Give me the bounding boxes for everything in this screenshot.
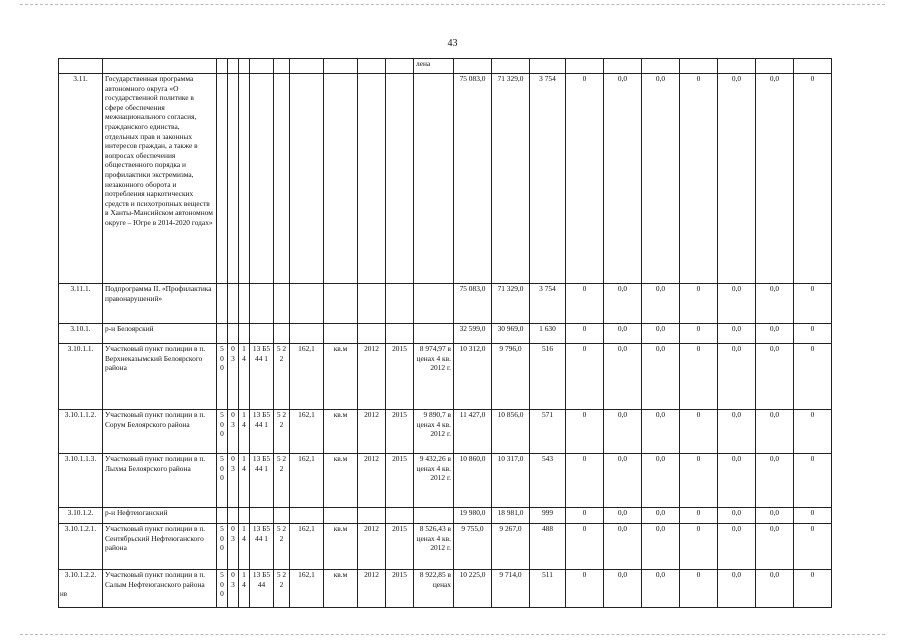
cell-d4 (250, 284, 274, 324)
cell-d2: 0 3 (228, 570, 239, 608)
cell-v9: 0,0 (756, 508, 794, 524)
cell-v6: 0,0 (642, 508, 680, 524)
cell-cost: 8 922,85 в ценах (414, 570, 454, 608)
cell-code: 3.10.1.1. (59, 344, 103, 410)
cell-v6: 0,0 (642, 284, 680, 324)
cell-v8: 0,0 (718, 454, 756, 508)
cell-v9: 0,0 (756, 524, 794, 570)
cell-v2: 10 317,0 (492, 454, 530, 508)
cell-cap: 162,1 (290, 524, 324, 570)
cell-d4: 13 Б5 44 1 (250, 410, 274, 454)
cell-v3: 543 (530, 454, 566, 508)
cell-y2 (386, 74, 414, 284)
cell-v2: 9 796,0 (492, 344, 530, 410)
cell-code: 3.10.1. (59, 324, 103, 344)
cell-cap (290, 508, 324, 524)
cell-d4: 13 Б5 44 1 (250, 454, 274, 508)
cell-v10: 0 (794, 344, 832, 410)
cell-d5 (274, 74, 290, 284)
page-number: 43 (447, 38, 458, 49)
cell-v9: 0,0 (756, 284, 794, 324)
cell-d2 (228, 324, 239, 344)
cell-v6: 0,0 (642, 454, 680, 508)
cell-cost: 9 432,26 в ценах 4 кв. 2012 г. (414, 454, 454, 508)
cell-v10: 0 (794, 410, 832, 454)
cell-d5: 5 2 2 (274, 570, 290, 608)
cell-v7: 0 (680, 324, 718, 344)
header-fragment-row (59, 59, 832, 74)
cell-v8: 0,0 (718, 284, 756, 324)
cell-v4: 0 (566, 570, 604, 608)
table-row (59, 454, 832, 508)
cell-v3: 1 630 (530, 324, 566, 344)
table-row (59, 410, 832, 454)
table-row (59, 344, 832, 410)
cell-unit (324, 74, 358, 284)
cell-cost (414, 324, 454, 344)
table-row (59, 524, 832, 570)
cell-v9: 0,0 (756, 570, 794, 608)
cell-d1: 5 0 0 (217, 410, 228, 454)
cell-d1: 5 0 0 (217, 524, 228, 570)
cell-v10: 0 (794, 324, 832, 344)
cell-d3 (239, 324, 250, 344)
cell-y2: 2015 (386, 344, 414, 410)
cell-d1: 5 0 0 (217, 570, 228, 608)
cell-d3: 1 4 (239, 410, 250, 454)
cell-v8: 0,0 (718, 570, 756, 608)
cell-d2: 0 3 (228, 410, 239, 454)
cell-v3: 3 754 (530, 284, 566, 324)
cell-v10: 0 (794, 74, 832, 284)
cell-v3: 516 (530, 344, 566, 410)
cell-y2: 2015 (386, 524, 414, 570)
table-row (59, 74, 832, 284)
cell-name: Подпрограмма II. «Профилактика правонарушений» (103, 284, 217, 324)
table-row (59, 508, 832, 524)
cell-d5 (274, 324, 290, 344)
cell-v2: 18 981,0 (492, 508, 530, 524)
cell-v8: 0,0 (718, 324, 756, 344)
cell-v5: 0,0 (604, 410, 642, 454)
cell-cap: 162,1 (290, 344, 324, 410)
cell-y1 (358, 284, 386, 324)
cell-name: Участковый пункт полиции в п. Сорум Белоярского района (103, 410, 217, 454)
table-row (59, 570, 832, 608)
cell-v10: 0 (794, 284, 832, 324)
cell-cost (414, 74, 454, 284)
cell-v6: 0,0 (642, 324, 680, 344)
cell-v4: 0 (566, 344, 604, 410)
scan-edge-top (20, 4, 885, 5)
cell-v2: 9 267,0 (492, 524, 530, 570)
cell-d3: 1 4 (239, 570, 250, 608)
cell-v5: 0,0 (604, 74, 642, 284)
cell-y1 (358, 324, 386, 344)
cell-unit (324, 324, 358, 344)
cell-v4: 0 (566, 410, 604, 454)
cell-unit: кв.м (324, 344, 358, 410)
cell-v1: 10 225,0 (454, 570, 492, 608)
cell-d3: 1 4 (239, 454, 250, 508)
cell-v7: 0 (680, 570, 718, 608)
cell-v3: 488 (530, 524, 566, 570)
scan-edge-bottom (20, 634, 885, 635)
cell-v10: 0 (794, 508, 832, 524)
cell-cap: 162,1 (290, 454, 324, 508)
cell-v9: 0,0 (756, 454, 794, 508)
cell-unit: кв.м (324, 524, 358, 570)
cell-v10: 0 (794, 524, 832, 570)
cell-v4: 0 (566, 454, 604, 508)
cell-v8: 0,0 (718, 410, 756, 454)
cell-d1: 5 0 0 (217, 344, 228, 410)
cell-d5: 5 2 2 (274, 454, 290, 508)
cell-d2: 0 3 (228, 524, 239, 570)
cell-v1: 75 083,0 (454, 74, 492, 284)
cell-cost: 8 526,43 в ценах 4 кв. 2012 г. (414, 524, 454, 570)
cell-y1: 2012 (358, 454, 386, 508)
cell-v7: 0 (680, 410, 718, 454)
cell-d3: 1 4 (239, 524, 250, 570)
cell-name: Государственная программа автономного округа «О государственной политике в сфере обеспечения межнационального согласия, гражданского единства, отдельных прав и законных интересов граждан, а также в вопросах обеспечения общественного порядка и профилактики экстремизма, незаконного оборота и потребления наркотических средств и психотропных веществ в Ханты-Мансийском автономном округе – Югре в 2014-2020 годах» (103, 74, 217, 284)
cell-d3: 1 4 (239, 344, 250, 410)
cell-v3: 571 (530, 410, 566, 454)
cell-v1: 10 312,0 (454, 344, 492, 410)
cell-v5: 0,0 (604, 324, 642, 344)
cell-v9: 0,0 (756, 344, 794, 410)
cell-v1: 10 860,0 (454, 454, 492, 508)
cell-cap (290, 284, 324, 324)
cell-v4: 0 (566, 524, 604, 570)
cell-y1: 2012 (358, 524, 386, 570)
cell-d4 (250, 324, 274, 344)
cell-y1 (358, 74, 386, 284)
header-fragment-text: лена (414, 59, 454, 74)
cell-d5: 5 2 2 (274, 524, 290, 570)
cell-v8: 0,0 (718, 508, 756, 524)
cell-v1: 19 980,0 (454, 508, 492, 524)
cell-v9: 0,0 (756, 410, 794, 454)
cell-cost: 9 890,7 в ценах 4 кв. 2012 г. (414, 410, 454, 454)
cell-d5: 5 2 2 (274, 344, 290, 410)
cell-d4: 13 Б5 44 1 (250, 344, 274, 410)
cell-v5: 0,0 (604, 344, 642, 410)
cell-cap (290, 324, 324, 344)
cell-d4: 13 Б5 44 1 (250, 524, 274, 570)
cell-y2 (386, 508, 414, 524)
cell-d4: 13 Б5 44 (250, 570, 274, 608)
cell-cap (290, 74, 324, 284)
cell-d5: 5 2 2 (274, 410, 290, 454)
cell-v3: 3 754 (530, 74, 566, 284)
cell-d3 (239, 284, 250, 324)
cell-v3: 999 (530, 508, 566, 524)
cell-y2: 2015 (386, 570, 414, 608)
cell-d4 (250, 74, 274, 284)
cell-y1: 2012 (358, 570, 386, 608)
cell-v6: 0,0 (642, 524, 680, 570)
cell-d2: 0 3 (228, 454, 239, 508)
cell-d1: 5 0 0 (217, 454, 228, 508)
cell-v4: 0 (566, 324, 604, 344)
cell-unit: кв.м (324, 410, 358, 454)
cell-code: 3.11.1. (59, 284, 103, 324)
cell-y1: 2012 (358, 410, 386, 454)
cell-v4: 0 (566, 74, 604, 284)
cell-d2 (228, 74, 239, 284)
cell-d5 (274, 508, 290, 524)
cell-code: 3.10.1.1.2. (59, 410, 103, 454)
cell-v7: 0 (680, 454, 718, 508)
cell-d2: 0 3 (228, 344, 239, 410)
cell-v6: 0,0 (642, 74, 680, 284)
cell-d4 (250, 508, 274, 524)
cell-y2: 2015 (386, 410, 414, 454)
cell-v2: 71 329,0 (492, 74, 530, 284)
cell-unit: кв.м (324, 570, 358, 608)
cell-v5: 0,0 (604, 454, 642, 508)
cell-name: р-н Белоярский (103, 324, 217, 344)
cell-cap: 162,1 (290, 410, 324, 454)
cell-v7: 0 (680, 284, 718, 324)
cell-code: 3.10.1.1.3. (59, 454, 103, 508)
cell-name: Участковый пункт полиции в п. Лыхма Белоярского района (103, 454, 217, 508)
footer-note: нв (60, 590, 68, 598)
cell-v10: 0 (794, 570, 832, 608)
cell-code: 3.10.1.2. (59, 508, 103, 524)
cell-v2: 30 969,0 (492, 324, 530, 344)
cell-name: Участковый пункт полиции в п. Верхнеказымский Белоярского района (103, 344, 217, 410)
cell-d3 (239, 74, 250, 284)
cell-v5: 0,0 (604, 508, 642, 524)
cell-code: 3.11. (59, 74, 103, 284)
cell-v7: 0 (680, 508, 718, 524)
cell-v6: 0,0 (642, 570, 680, 608)
cell-v4: 0 (566, 508, 604, 524)
budget-table (58, 58, 832, 608)
cell-code: 3.10.1.2.2. (59, 570, 103, 608)
cell-d5 (274, 284, 290, 324)
cell-unit (324, 284, 358, 324)
cell-d3 (239, 508, 250, 524)
cell-v6: 0,0 (642, 410, 680, 454)
cell-v10: 0 (794, 454, 832, 508)
cell-v3: 511 (530, 570, 566, 608)
cell-unit: кв.м (324, 454, 358, 508)
cell-code: 3.10.1.2.1. (59, 524, 103, 570)
cell-v2: 71 329,0 (492, 284, 530, 324)
cell-d2 (228, 284, 239, 324)
cell-y2: 2015 (386, 454, 414, 508)
cell-v4: 0 (566, 284, 604, 324)
cell-v9: 0,0 (756, 324, 794, 344)
cell-v8: 0,0 (718, 344, 756, 410)
cell-y2 (386, 284, 414, 324)
cell-v5: 0,0 (604, 524, 642, 570)
cell-v9: 0,0 (756, 74, 794, 284)
cell-cost: 8 974,97 в ценах 4 кв. 2012 г. (414, 344, 454, 410)
cell-v8: 0,0 (718, 74, 756, 284)
cell-name: Участковый пункт полиции в п. Салым Нефтеюганского района (103, 570, 217, 608)
cell-d1 (217, 324, 228, 344)
cell-v2: 9 714,0 (492, 570, 530, 608)
cell-y1: 2012 (358, 344, 386, 410)
cell-name: Участковый пункт полиции в п. Сентябрьский Нефтеюганского района (103, 524, 217, 570)
cell-cap: 162,1 (290, 570, 324, 608)
cell-y2 (386, 324, 414, 344)
cell-v6: 0,0 (642, 344, 680, 410)
cell-v1: 9 755,0 (454, 524, 492, 570)
cell-cost (414, 508, 454, 524)
cell-d1 (217, 508, 228, 524)
cell-v1: 32 599,0 (454, 324, 492, 344)
cell-v1: 75 083,0 (454, 284, 492, 324)
cell-v7: 0 (680, 74, 718, 284)
cell-v2: 10 856,0 (492, 410, 530, 454)
cell-v7: 0 (680, 344, 718, 410)
cell-v7: 0 (680, 524, 718, 570)
table-row (59, 284, 832, 324)
cell-unit (324, 508, 358, 524)
cell-cost (414, 284, 454, 324)
cell-y1 (358, 508, 386, 524)
cell-d1 (217, 74, 228, 284)
cell-d2 (228, 508, 239, 524)
cell-name: р-н Нефтеюганский (103, 508, 217, 524)
cell-v5: 0,0 (604, 570, 642, 608)
cell-d1 (217, 284, 228, 324)
cell-v8: 0,0 (718, 524, 756, 570)
cell-v1: 11 427,0 (454, 410, 492, 454)
table-row (59, 324, 832, 344)
cell-v5: 0,0 (604, 284, 642, 324)
